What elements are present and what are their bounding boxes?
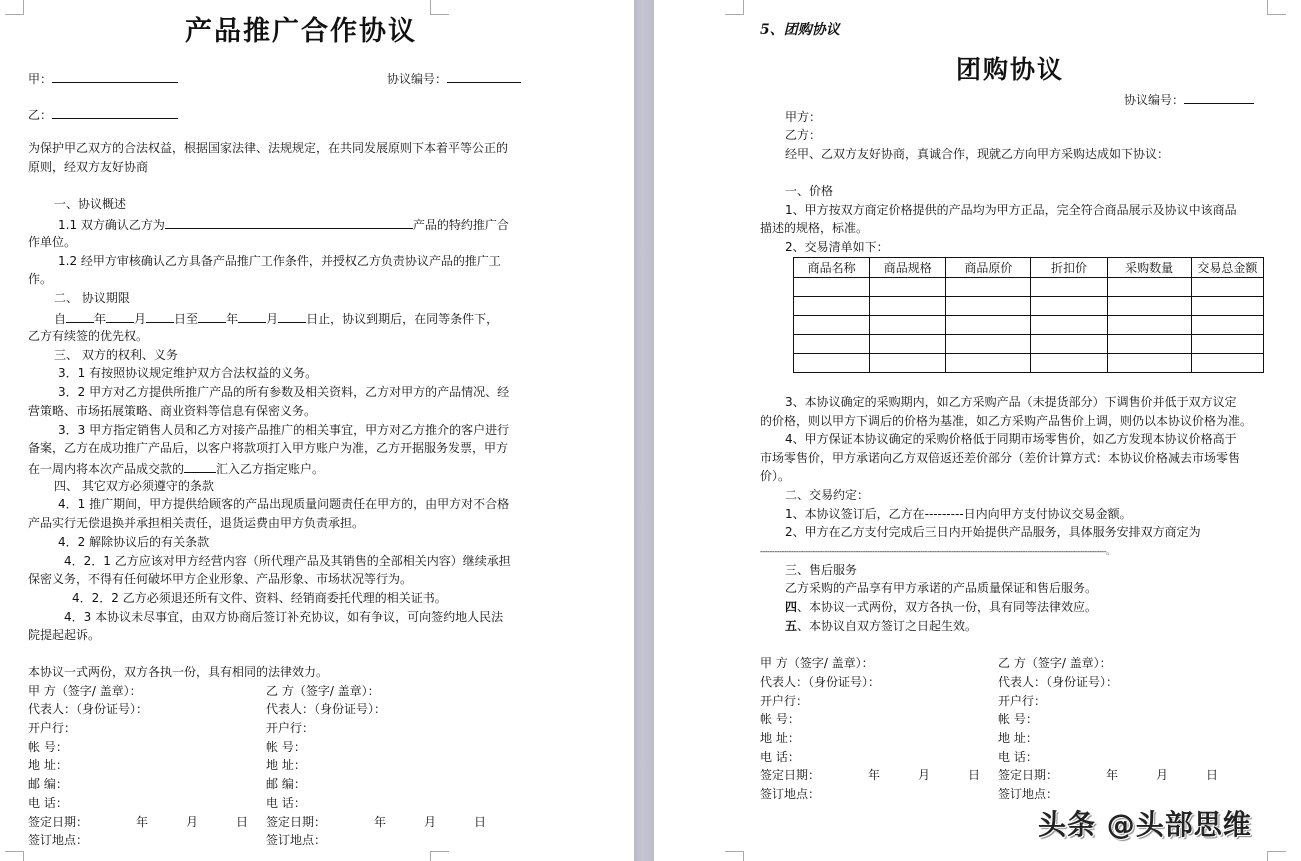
party-a-blank[interactable]: [52, 70, 178, 83]
table-cell[interactable]: [946, 354, 1031, 373]
sig-party-a: 甲 方（签字/ 盖章）：: [28, 684, 142, 698]
after-sales-clause: 乙方采购的产品享有甲方承诺的产品质量保证和售后服务。: [785, 581, 1098, 595]
sig-date-day-a: 日: [236, 815, 249, 829]
table-cell[interactable]: [1031, 278, 1107, 297]
clause-4-1: 4．1 推广期间，甲方提供给顾客的产品出现质量问题责任在甲方的，由甲方对不合格: [58, 497, 510, 511]
trade-heading: 二、交易约定：: [785, 488, 870, 502]
clause-3-3-cont-2: [28, 460, 324, 477]
clause-4-2-1-cont: 保密义务，不得有任何破坏甲方企业形象、产品形象、市场状况等行为。: [28, 572, 413, 586]
table-cell[interactable]: [1191, 354, 1263, 373]
section-4-text: 、本协议一式两份，双方各执一份，具有同等法律效应。: [797, 600, 1098, 614]
margin-corner-mark: [725, 851, 744, 861]
table-header-row: [794, 258, 1264, 278]
section-1-heading: 一、协议概述: [54, 197, 127, 211]
table-cell[interactable]: [1031, 354, 1107, 373]
trade-clause-2-blank[interactable]: -------------------------------------------------------------------------------------------------------------------------------------------------。: [760, 547, 1114, 556]
sig-date-b: 签定日期：: [998, 768, 1059, 782]
margin-corner-mark: [725, 0, 744, 15]
section-label: 5、团购协议: [760, 22, 840, 38]
sig-phone-a: 电 话：: [28, 796, 68, 810]
table-cell[interactable]: [1191, 316, 1263, 335]
table-cell[interactable]: [1107, 316, 1191, 335]
table-cell[interactable]: [1031, 316, 1107, 335]
clause-3-3-suffix: 汇入乙方指定账户。: [216, 462, 325, 476]
table-cell[interactable]: [1107, 335, 1191, 354]
sig-place-a: 签订地点：: [28, 833, 89, 847]
sig-date-a: 签定日期：: [28, 815, 89, 829]
intro-text: 经甲、乙双方友好协商，真诚合作，现就乙方向甲方采购达成如下协议：: [785, 147, 1170, 161]
month-label: 月: [266, 312, 279, 326]
sig-party-b: 乙 方（签字/ 盖章）：: [998, 656, 1112, 670]
year-label: 年: [94, 312, 107, 326]
sig-date-month-a: 月: [918, 768, 931, 782]
sig-date-b: 签定日期：: [266, 815, 327, 829]
sig-date-year-a: 年: [136, 815, 149, 829]
document-title: 产品推广合作协议: [185, 16, 417, 47]
section-4-heading: 四、 其它双方必须遵守的条款: [54, 479, 214, 493]
clause-4-3: 4．3 本协议未尽事宜，由双方协商后签订补充协议，如有争议，可向签约地人民法: [64, 610, 504, 624]
sig-bank-a: 开户行：: [760, 694, 809, 708]
table-row: [794, 335, 1264, 354]
sig-postcode-a: 邮 编：: [28, 777, 68, 791]
sig-date-month-b: 月: [424, 815, 437, 829]
year-label: 年: [226, 312, 239, 326]
table-row: [794, 354, 1264, 373]
party-b-label: 乙方：: [785, 128, 822, 142]
end-day-blank[interactable]: [278, 310, 306, 323]
product-name-blank[interactable]: [165, 216, 413, 229]
table-cell[interactable]: [946, 297, 1031, 316]
agreement-number-label: 协议编号：: [1124, 93, 1185, 107]
sig-party-b: 乙 方（签字/ 盖章）：: [266, 684, 380, 698]
clause-4-1-cont: 产品实行无偿退换并承担相关责任，退货运费由甲方负责承担。: [28, 516, 365, 530]
section-3-heading: 三、 双方的权利、义务: [54, 348, 178, 362]
clause-3-3-prefix: 在一周内将本次产品成交款的: [28, 462, 185, 476]
closing-statement: 本协议一式两份，双方各执一份，具有相同的法律效力。: [28, 665, 329, 679]
table-cell[interactable]: [870, 278, 946, 297]
agreement-number-field[interactable]: [387, 70, 521, 87]
sig-representative-b: 代表人：（身份证号）：: [998, 675, 1119, 689]
start-day-blank[interactable]: [146, 310, 174, 323]
table-row: [794, 297, 1264, 316]
agreement-number-blank[interactable]: [447, 70, 521, 83]
price-clause-4-cont-2: 价）。: [760, 469, 791, 483]
table-cell[interactable]: [1107, 297, 1191, 316]
table-cell[interactable]: [946, 335, 1031, 354]
table-cell[interactable]: [1191, 335, 1263, 354]
sig-place-b: 签订地点：: [266, 833, 327, 847]
table-cell[interactable]: [794, 316, 870, 335]
term-end-text: 日止，协议到期后，在同等条件下，: [306, 312, 499, 326]
sig-bank-b: 开户行：: [998, 694, 1047, 708]
agreement-number-label: 协议编号：: [387, 72, 448, 86]
table-row: [794, 278, 1264, 297]
party-a-label: 甲：: [28, 72, 53, 86]
table-cell[interactable]: [1191, 297, 1263, 316]
sig-account-a: 帐 号：: [760, 712, 800, 726]
from-label: 自: [54, 312, 67, 326]
page-gutter: [634, 0, 654, 861]
col-product-spec: 商品规格: [870, 258, 946, 278]
price-clause-4-cont-1: 市场零售价，甲方承诺向乙方双倍返还差价部分（差价计算方式：本协议价格减去市场零售: [760, 451, 1241, 465]
sig-postcode-b: 邮 编：: [266, 777, 306, 791]
trade-clause-1: 1、本协议签订后，乙方在---------日内向甲方支付协议交易金额。: [785, 507, 1132, 521]
sig-date-year-b: 年: [1106, 768, 1119, 782]
sig-phone-b: 电 话：: [998, 750, 1038, 764]
price-clause-1: 1、甲方按双方商定价格提供的产品均为甲方正品，完全符合商品展示及协议中该商品: [785, 203, 1237, 217]
sig-account-b: 帐 号：: [998, 712, 1038, 726]
col-total-amount: 交易总金额: [1191, 258, 1263, 278]
table-cell[interactable]: [870, 316, 946, 335]
sig-date-year-b: 年: [374, 815, 387, 829]
table-cell[interactable]: [1031, 297, 1107, 316]
table-cell[interactable]: [946, 278, 1031, 297]
clause-4-3-cont: 院提起起诉。: [28, 628, 101, 642]
start-year-blank[interactable]: [66, 310, 94, 323]
sig-account-a: 帐 号：: [28, 740, 68, 754]
price-clause-2: 2、交易清单如下：: [785, 240, 889, 254]
sig-address-b: 地 址：: [998, 731, 1038, 745]
preamble-line-1: 为保护甲乙双方的合法权益，根据国家法律、法规规定，在共同发展原则下本着平等公正的: [28, 141, 509, 155]
clause-3-1: 3．1 有按照协议规定维护双方合法权益的义务。: [58, 366, 318, 380]
table-cell[interactable]: [1107, 354, 1191, 373]
transaction-table: [793, 257, 1264, 373]
section-4-clause: [785, 600, 1097, 615]
sig-representative-b: 代表人：（身份证号）：: [266, 702, 387, 716]
table-cell[interactable]: [870, 354, 946, 373]
day-to-label: 日至: [174, 312, 199, 326]
clause-1-2: 1.2 经甲方审核确认乙方具备产品推广工作条件，并授权乙方负责协议产品的推广工: [58, 254, 501, 268]
clause-4-2-1: 4．2．1 乙方应该对甲方经营内容（所代理产品及其销售的全部相关内容）继续承担: [64, 554, 511, 568]
section-5-clause: [785, 619, 977, 634]
section-2-heading: 二、 协议期限: [54, 291, 130, 305]
sig-phone-a: 电 话：: [760, 750, 800, 764]
sig-date-month-b: 月: [1156, 768, 1169, 782]
clause-3-2: 3．2 甲方对乙方提供所推广产品的所有参数及相关资料，乙方对甲方的产品情况、经: [58, 385, 510, 399]
price-clause-1-cont: 描述的规格，标准。: [760, 221, 869, 235]
sig-bank-b: 开户行：: [266, 721, 315, 735]
section-5-number: 五: [785, 619, 798, 633]
month-label: 月: [134, 312, 147, 326]
table-cell[interactable]: [1031, 335, 1107, 354]
start-month-blank[interactable]: [106, 310, 134, 323]
page-product-promotion-agreement: [0, 0, 634, 861]
clause-1-1-text: 1.1 双方确认乙方为: [58, 218, 165, 232]
party-a-field[interactable]: [28, 70, 178, 87]
table-cell[interactable]: [1107, 278, 1191, 297]
price-heading: 一、价格: [785, 184, 834, 198]
sig-date-day-b: 日: [474, 815, 487, 829]
party-b-field[interactable]: [28, 106, 178, 123]
sig-address-a: 地 址：: [760, 731, 800, 745]
trade-clause-2: 2、甲方在乙方支付完成后三日内开始提供产品服务，具体服务安排双方商定为: [785, 525, 1201, 539]
sig-phone-b: 电 话：: [266, 796, 306, 810]
term-dates-line: [54, 310, 498, 327]
table-cell[interactable]: [794, 335, 870, 354]
sig-place-a: 签订地点：: [760, 787, 821, 801]
party-b-label: 乙：: [28, 108, 53, 122]
table-cell[interactable]: [794, 297, 870, 316]
party-b-blank[interactable]: [52, 106, 178, 119]
clause-3-3: 3．3 甲方指定销售人员和乙方对接产品推广的相关事宜，甲方对乙方推介的客户进行: [58, 423, 510, 437]
sig-address-a: 地 址：: [28, 758, 68, 772]
col-purchase-quantity: 采购数量: [1107, 258, 1191, 278]
percentage-blank[interactable]: [184, 460, 216, 473]
section-4-number: 四: [785, 600, 798, 614]
sig-place-b: 签订地点：: [998, 787, 1059, 801]
sig-date-month-a: 月: [186, 815, 199, 829]
clause-4-2-2: 4．2．2 乙方必须退还所有文件、资料、经销商委托代理的相关证书。: [72, 591, 447, 605]
document-title: 团购协议: [956, 55, 1065, 84]
table-row: [794, 316, 1264, 335]
after-sales-heading: 三、售后服务: [785, 563, 858, 577]
party-a-label: 甲方：: [785, 110, 822, 124]
clause-3-2-cont: 营策略、市场拓展策略、商业资料等信息有保密义务。: [28, 404, 317, 418]
table-cell[interactable]: [794, 278, 870, 297]
table-cell[interactable]: [1191, 278, 1263, 297]
term-cont: 乙方有续签的优先权。: [28, 329, 149, 343]
end-month-blank[interactable]: [238, 310, 266, 323]
table-cell[interactable]: [870, 297, 946, 316]
sig-date-day-a: 日: [968, 768, 981, 782]
table-cell[interactable]: [870, 335, 946, 354]
price-clause-4: 4、甲方保证本协议确定的采购价格低于同期市场零售价，如乙方发现本协议价格高于: [785, 432, 1237, 446]
sig-date-a: 签定日期：: [760, 768, 821, 782]
price-clause-3: 3、本协议确定的采购期内，如乙方采购产品（未提货部分）下调售价并低于双方议定: [785, 395, 1237, 409]
col-discount-price: 折扣价: [1031, 258, 1107, 278]
margin-corner-mark: [430, 0, 449, 15]
price-clause-3-cont: 的价格，则以甲方下调后的价格为基准，如乙方采购产品售价上调，则仍以本协议价格为准。: [760, 414, 1253, 428]
clause-4-2: 4．2 解除协议后的有关条款: [58, 535, 210, 549]
end-year-blank[interactable]: [198, 310, 226, 323]
margin-corner-mark: [5, 0, 24, 15]
clause-3-3-cont-1: 备案，乙方在成功推广产品后，以客户将款项打入甲方账户为准，乙方开据服务发票，甲方: [28, 441, 509, 455]
margin-corner-mark: [1267, 851, 1286, 861]
sig-address-b: 地 址：: [266, 758, 306, 772]
agreement-number-blank[interactable]: [1184, 91, 1254, 104]
sig-account-b: 帐 号：: [266, 740, 306, 754]
watermark-text: 头条 @头部思维: [1038, 808, 1252, 841]
preamble-line-2: 原则，经双方友好协商: [28, 160, 149, 174]
sig-representative-a: 代表人：（身份证号）：: [28, 702, 149, 716]
sig-bank-a: 开户行：: [28, 721, 77, 735]
table-cell[interactable]: [946, 316, 1031, 335]
clause-1-2-cont: 作。: [28, 272, 53, 286]
margin-corner-mark: [5, 851, 24, 861]
sig-party-a: 甲 方（签字/ 盖章）：: [760, 656, 874, 670]
col-product-name: 商品名称: [794, 258, 870, 278]
margin-corner-mark: [430, 851, 449, 861]
clause-1-1-suffix: 产品的特约推广合: [412, 218, 509, 232]
section-5-text: 、本协议自双方签订之日起生效。: [797, 619, 978, 633]
agreement-number-field[interactable]: [1124, 91, 1254, 108]
table-cell[interactable]: [794, 354, 870, 373]
sig-date-year-a: 年: [868, 768, 881, 782]
sig-representative-a: 代表人：（身份证号）：: [760, 675, 881, 689]
page-group-purchase-agreement: [654, 0, 1301, 861]
col-original-price: 商品原价: [946, 258, 1031, 278]
sig-date-day-b: 日: [1206, 768, 1219, 782]
clause-1-1-cont: 作单位。: [28, 235, 77, 249]
margin-corner-mark: [1267, 0, 1286, 15]
clause-1-1: [58, 216, 509, 233]
